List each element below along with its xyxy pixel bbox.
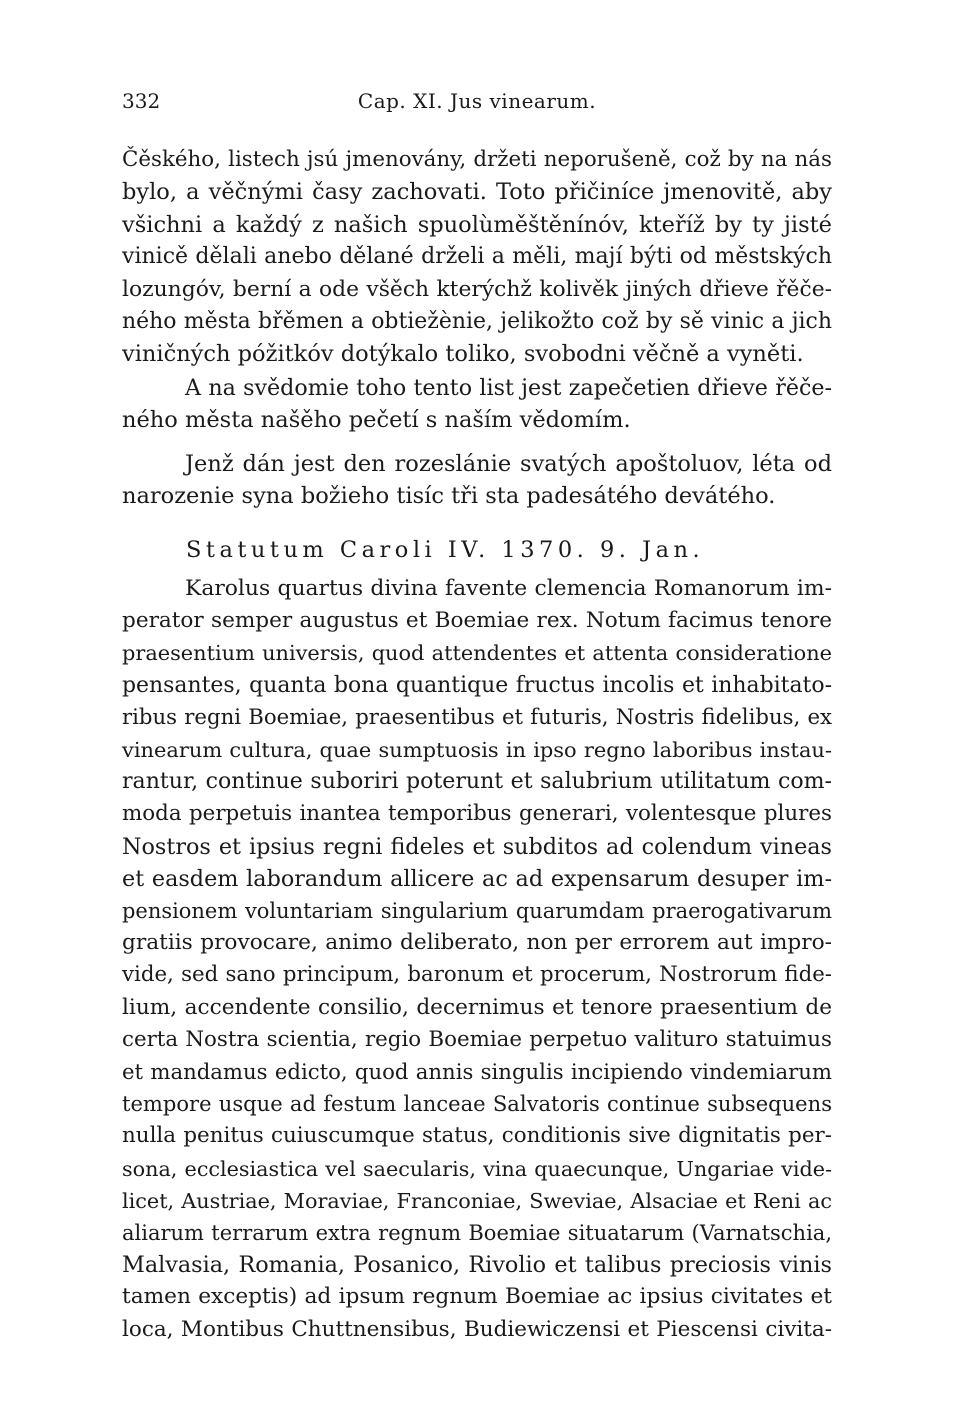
text-line: ribus regni Boemiae, praesentibus et futuris, Nostris fidelibus, ex xyxy=(122,704,832,730)
text-line: moda perpetuis inantea temporibus generari, volentesque plures xyxy=(122,801,832,827)
text-line: tamen exceptis) ad ipsum regnum Boemiae ac ipsius civitates et xyxy=(122,1284,832,1310)
text-line: tempore usque ad festum lanceae Salvatoris continue subsequens xyxy=(122,1091,832,1117)
text-line: narozenie syna božieho tisíc tři sta padesátého devátého. xyxy=(122,483,776,510)
page-number: 332 xyxy=(122,89,161,113)
text-line: gratiis provocare, animo deliberato, non per errorem aut impro- xyxy=(122,930,832,956)
text-line: bylo, a věčnými časy zachovati. Toto přičiníce jmenovitě, aby xyxy=(122,179,832,206)
text-line: Čěského, listech jsú jmenovány, držeti neporušeně, což by na nás xyxy=(122,147,832,172)
text-line: A na svědomie toho tento list jest zapečetien dřieve řěče- xyxy=(185,375,832,401)
text-line: lium, accendente consilio, decernimus et tenore praesentium de xyxy=(122,994,832,1020)
czech-paragraph-seal xyxy=(122,372,832,437)
text-line: ného města našěho pečetí s naším vědomím. xyxy=(122,407,631,434)
section-heading: Statutum Caroli IV. 1370. 9. Jan. xyxy=(186,537,705,563)
text-line: nulla penitus cuiuscumque status, conditionis sive dignitatis per- xyxy=(122,1123,832,1149)
text-line: ného města břěmen a obtiežènie, jelikožto což by sě vinic a jich xyxy=(122,309,832,335)
running-title: Cap. XI. Jus vinearum. xyxy=(357,89,597,113)
text-line: Nostros et ipsius regni fideles et subditos ad colendum vineas xyxy=(122,833,832,860)
text-line: pensionem voluntariam singularium quarumdam praerogativarum xyxy=(122,899,832,924)
text-line: perator semper augustus et Boemiae rex. Notum facimus tenore xyxy=(122,608,832,634)
text-line: lozungóv, berní a ode všěch kterýchž kolivěk jiných dřieve řěče- xyxy=(122,276,832,302)
text-line: všichni a každý z našich spuolùměštěnínóv, kteříž by ty jisté xyxy=(122,211,832,238)
text-line: rantur, continue suboriri poterunt et salubrium utilitatum com- xyxy=(122,769,832,795)
text-line: vide, sed sano principum, baronum et procerum, Nostrorum fide- xyxy=(122,962,832,988)
text-line: aliarum terrarum extra regnum Boemiae situatarum (Varnatschia, xyxy=(122,1220,832,1246)
text-line: pensantes, quanta bona quantique fructus incolis et inhabitato- xyxy=(122,672,832,698)
text-line: loca, Montibus Chuttnensibus, Budiewiczensi et Piescensi civita- xyxy=(122,1316,832,1342)
text-line: vinearum cultura, quae sumptuosis in ipso regno laboribus instau- xyxy=(122,738,832,763)
text-line: viničných póžitkóv dotýkalo toliko, svobodni věčně a vyněti. xyxy=(122,341,804,368)
text-line: et mandamus edicto, quod annis singulis incipiendo vindemiarum xyxy=(122,1059,832,1085)
text-line: Malvasia, Romania, Posanico, Rivolio et talibus preciosis vinis xyxy=(122,1252,832,1279)
text-line: vinicě dělali anebo dělané drželi a měli, mají býti od městských xyxy=(122,244,832,270)
text-line: et easdem laborandum allicere ac ad expensarum desuper im- xyxy=(122,865,832,892)
text-line: Karolus quartus divina favente clemencia Romanorum im- xyxy=(185,576,832,601)
text-line: certa Nostra scientia, regio Boemiae perpetuo valituro statuimus xyxy=(122,1026,832,1052)
text-line: sona, ecclesiastica vel saecularis, vina quaecunque, Ungariae vide- xyxy=(122,1156,832,1181)
czech-paragraph-date xyxy=(122,448,832,513)
latin-statute-paragraph xyxy=(122,573,832,1346)
czech-paragraph-continuation xyxy=(122,144,832,371)
text-line: licet, Austriae, Moraviae, Franconiae, Sweviae, Alsaciae et Reni ac xyxy=(122,1188,832,1213)
running-head xyxy=(122,86,832,116)
text-line: praesentium universis, quod attendentes et attenta consideratione xyxy=(122,641,832,666)
text-line: Jenž dán jest den rozeslánie svatých apoštoluov, léta od xyxy=(185,451,832,477)
